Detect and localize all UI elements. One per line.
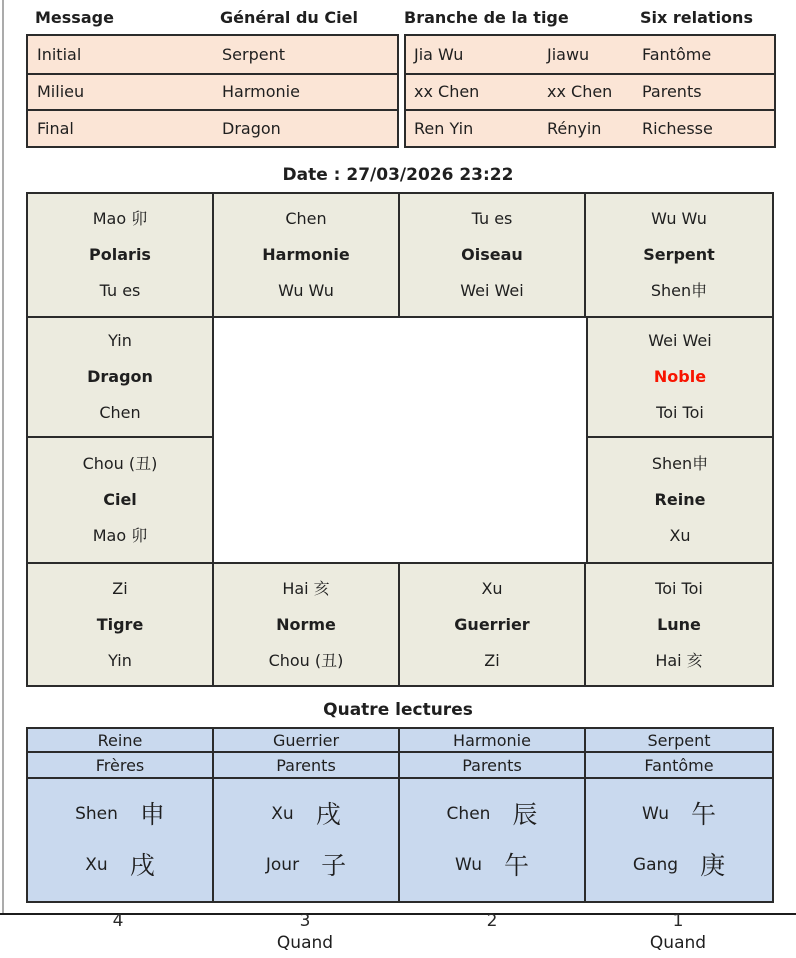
lectures-title: Quatre lectures <box>323 700 473 720</box>
palace-line: Chou (丑) <box>268 650 344 670</box>
palace-cell-r3c1 <box>28 438 214 562</box>
palace-line: Tigre <box>96 614 144 634</box>
branch-relation: Parents <box>642 82 702 102</box>
branch-joined: Rényin <box>547 119 602 139</box>
left-spine <box>2 0 4 913</box>
palace-line: Wu Wu <box>278 281 334 300</box>
stem-latin: Chen <box>446 804 491 824</box>
stem-latin: Wu <box>642 804 669 824</box>
palace-line: Reine <box>654 490 706 509</box>
palace-line: Tu es <box>471 209 513 228</box>
palace-line: Wu Wu <box>651 209 707 228</box>
palace-line: Shen申 <box>650 281 708 300</box>
lecture-header2: Parents <box>214 753 400 779</box>
branch-relation: Fantôme <box>642 44 712 64</box>
lecture-column <box>400 779 586 901</box>
stem-cjk-glyph: 戌 <box>129 851 155 880</box>
palace-line: Hai 亥 <box>655 650 703 670</box>
message-label: Initial <box>37 44 82 64</box>
x-tick-1: 1 <box>672 911 684 931</box>
stem-latin: Xu <box>271 804 294 824</box>
message-value: Serpent <box>222 44 285 64</box>
branch-pinyin: xx Chen <box>414 82 480 102</box>
stem-latin: Shen <box>75 804 118 824</box>
palace-cell-r4c1 <box>28 562 214 685</box>
palace-line: Yin <box>108 650 132 670</box>
header-general-du-ciel: Général du Ciel <box>220 8 358 27</box>
palace-line: Zi <box>112 578 128 598</box>
stem-latin: Gang <box>632 855 679 875</box>
palace-line: Lune <box>657 614 701 634</box>
branch-pinyin: Ren Yin <box>414 119 474 139</box>
table-row <box>28 36 397 73</box>
palace-cell-r1c4 <box>586 194 772 318</box>
palace-line: Norme <box>276 614 336 634</box>
lecture-header2: Parents <box>400 753 586 779</box>
palace-line: Tu es <box>99 281 141 300</box>
palace-line: Mao 卯 <box>92 209 148 228</box>
message-value: Harmonie <box>222 82 300 102</box>
palace-line: Polaris <box>89 245 151 264</box>
palace-line: Toi Toi <box>655 578 703 598</box>
quand-label: Quand <box>649 933 707 953</box>
palace-line: Yin <box>108 331 132 350</box>
stem-latin: Jour <box>265 855 300 875</box>
branch-pinyin: Jia Wu <box>414 44 464 64</box>
branch-table <box>404 34 776 148</box>
palace-line: Oiseau <box>461 245 523 264</box>
palace-line: Chen <box>285 209 327 228</box>
lecture-line <box>271 802 340 827</box>
palace-center-empty <box>214 318 586 562</box>
stem-cjk-glyph: 子 <box>321 851 347 880</box>
palace-line-noble: Noble <box>653 367 707 386</box>
palace-cell-r1c1 <box>28 194 214 318</box>
lecture-line <box>633 853 725 878</box>
palace-cell-r1c2 <box>214 194 400 318</box>
header-message: Message <box>35 8 114 27</box>
palace-line: Wei Wei <box>460 281 524 300</box>
lecture-line <box>75 802 165 827</box>
lecture-header1: Reine <box>28 729 214 753</box>
lecture-line <box>447 802 538 827</box>
palace-line: Hai 亥 <box>282 578 330 598</box>
palace-line: Guerrier <box>454 614 530 634</box>
quand-label: Quand <box>276 933 334 953</box>
message-value: Dragon <box>222 119 281 139</box>
palace-line: Xu <box>481 578 503 598</box>
palace-cell-r4c3 <box>400 562 586 685</box>
stem-cjk-glyph: 辰 <box>512 800 538 829</box>
table-row <box>406 36 774 73</box>
palace-line: Ciel <box>103 490 137 509</box>
lecture-column <box>586 779 772 901</box>
stem-cjk-glyph: 午 <box>690 800 716 829</box>
branch-joined: Jiawu <box>547 44 590 64</box>
stem-latin: Xu <box>85 855 108 875</box>
lecture-header2: Fantôme <box>586 753 772 779</box>
palace-cell-r4c2 <box>214 562 400 685</box>
lecture-column <box>28 779 214 901</box>
palace-line: Toi Toi <box>656 403 704 422</box>
stem-cjk-glyph: 申 <box>139 800 165 829</box>
palace-line: Wei Wei <box>648 331 712 350</box>
palace-line: Xu <box>669 526 691 545</box>
palace-cell-r3c4 <box>586 438 772 562</box>
message-label: Final <box>37 119 74 139</box>
palace-line: Mao 卯 <box>92 526 148 545</box>
lecture-header1: Guerrier <box>214 729 400 753</box>
stem-cjk-glyph: 戌 <box>315 800 341 829</box>
palace-line: Chen <box>99 403 141 422</box>
palace-grid <box>26 192 774 687</box>
x-tick-3: 3 <box>299 911 311 931</box>
lecture-line <box>85 853 154 878</box>
palace-line: Dragon <box>87 367 153 386</box>
stem-cjk-glyph: 午 <box>503 851 529 880</box>
table-row <box>406 73 774 110</box>
palace-line: Shen申 <box>651 454 709 473</box>
palace-line: Harmonie <box>262 245 350 264</box>
branch-relation: Richesse <box>642 119 713 139</box>
palace-line: Zi <box>484 650 500 670</box>
palace-cell-r2c1 <box>28 318 214 438</box>
palace-cell-r4c4 <box>586 562 772 685</box>
lecture-line <box>455 853 529 878</box>
palace-line: Serpent <box>643 245 715 264</box>
stem-cjk-glyph: 庚 <box>700 851 726 880</box>
table-row <box>28 109 397 146</box>
lecture-column <box>214 779 400 901</box>
palace-cell-r1c3 <box>400 194 586 318</box>
lecture-header2: Frères <box>28 753 214 779</box>
palace-cell-r2c4 <box>586 318 772 438</box>
lecture-header1: Serpent <box>586 729 772 753</box>
date-title: Date : 27/03/2026 23:22 <box>282 165 514 185</box>
lecture-header1: Harmonie <box>400 729 586 753</box>
lectures-table <box>26 727 774 903</box>
branch-joined: xx Chen <box>547 82 613 102</box>
x-tick-2: 2 <box>486 911 498 931</box>
x-tick-4: 4 <box>112 911 124 931</box>
table-row <box>28 73 397 110</box>
table-row <box>406 109 774 146</box>
header-six-relations: Six relations <box>640 8 753 27</box>
stem-latin: Wu <box>455 855 482 875</box>
message-table <box>26 34 399 148</box>
palace-line: Chou (丑) <box>82 454 158 473</box>
header-branche-tige: Branche de la tige <box>404 8 569 27</box>
message-label: Milieu <box>37 82 85 102</box>
lecture-line <box>642 802 716 827</box>
lecture-line <box>266 853 346 878</box>
